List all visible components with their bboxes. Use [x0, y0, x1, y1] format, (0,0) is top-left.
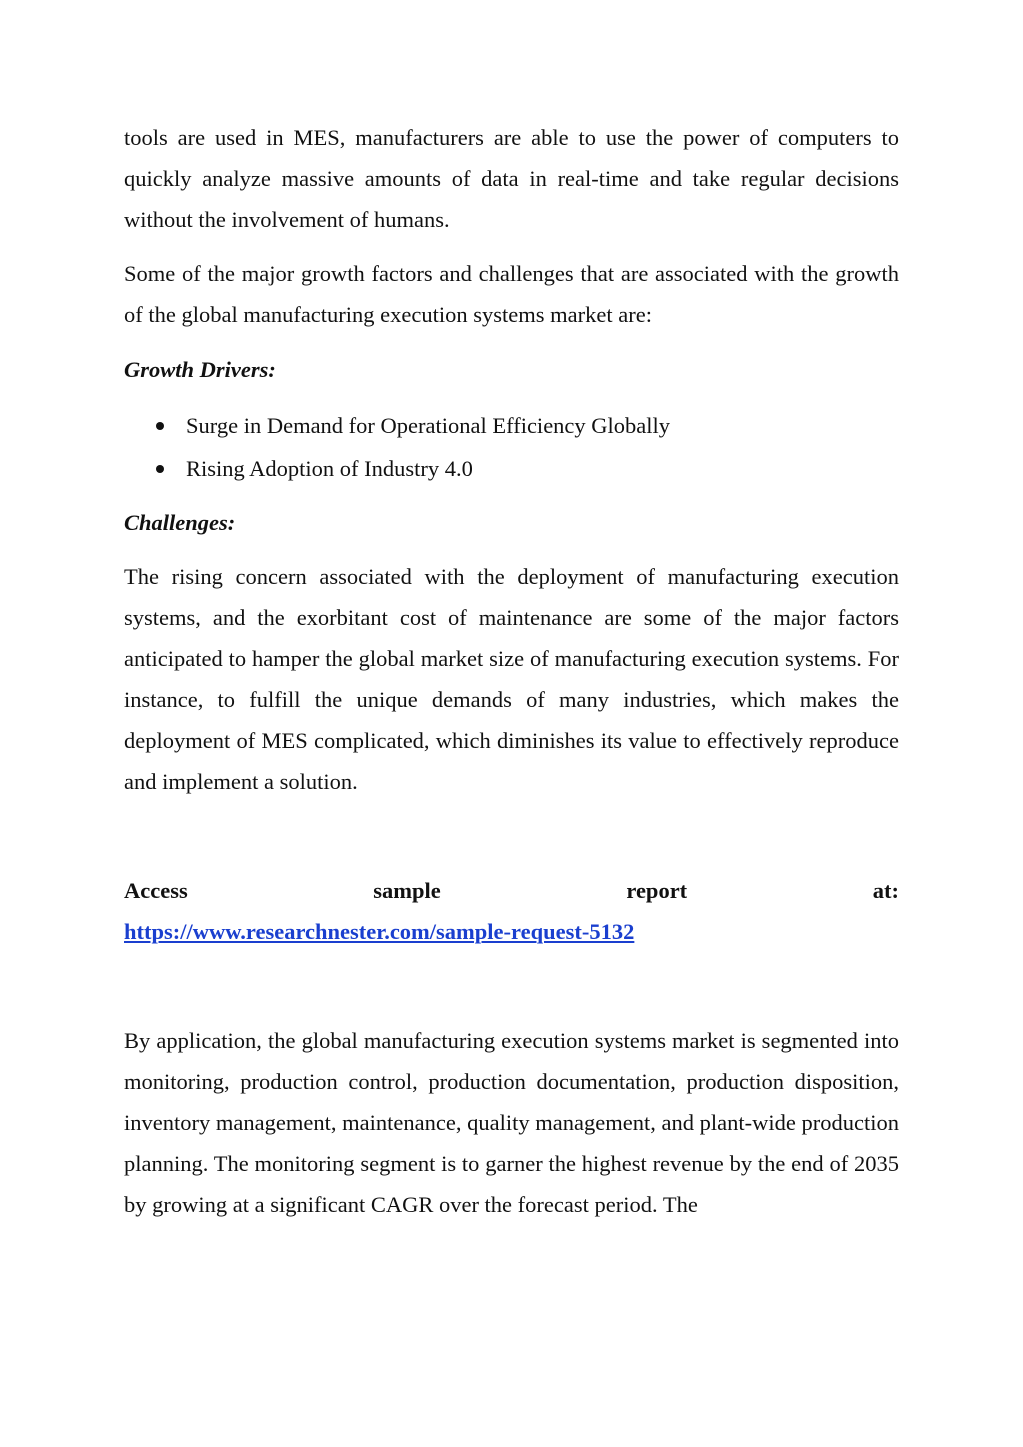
growth-drivers-heading: Growth Drivers:	[124, 357, 276, 382]
access-word: sample	[373, 878, 441, 903]
bullet-icon	[156, 465, 164, 473]
access-word: Access	[124, 878, 188, 903]
factors-paragraph: Some of the major growth factors and challenges that are associated with the growth of the global manufacturing execution systems market are:	[124, 261, 899, 327]
list-item	[124, 447, 899, 490]
challenges-heading: Challenges:	[124, 510, 236, 535]
list-item-text: Rising Adoption of Industry 4.0	[186, 456, 473, 481]
list-item-text: Surge in Demand for Operational Efficiency Globally	[186, 413, 671, 438]
bullet-icon	[156, 422, 164, 430]
challenges-paragraph: The rising concern associated with the deployment of manufacturing execution systems, and the exorbitant cost of maintenance are some of the major factors anticipated to hamper the global market size of manufacturing execution systems. For instance, to fulfill the unique demands of many industries, which makes the deployment of MES complicated, which diminishes its value to effectively reproduce and implement a solution.	[124, 564, 899, 794]
document-page	[124, 117, 899, 1225]
application-paragraph: By application, the global manufacturing execution systems market is segmented into monitoring, production control, production documentation, production disposition, inventory management, maintenance, quality management, and plant-wide production planning. The monitoring segment is to garner the highest revenue by the end of 2035 by growing at a significant CAGR over the forecast period. The	[124, 1028, 899, 1217]
sample-request-link[interactable]: https://www.researchnester.com/sample-request-5132	[124, 919, 635, 944]
list-item	[124, 404, 899, 447]
intro-paragraph: tools are used in MES, manufacturers are able to use the power of computers to quickly analyze massive amounts of data in real-time and take regular decisions without the involvement of humans.	[124, 125, 899, 232]
access-label	[124, 870, 899, 911]
growth-drivers-list	[124, 404, 899, 490]
access-sample-block	[124, 870, 899, 952]
access-word: at:	[872, 878, 899, 903]
access-word: report	[626, 878, 688, 903]
